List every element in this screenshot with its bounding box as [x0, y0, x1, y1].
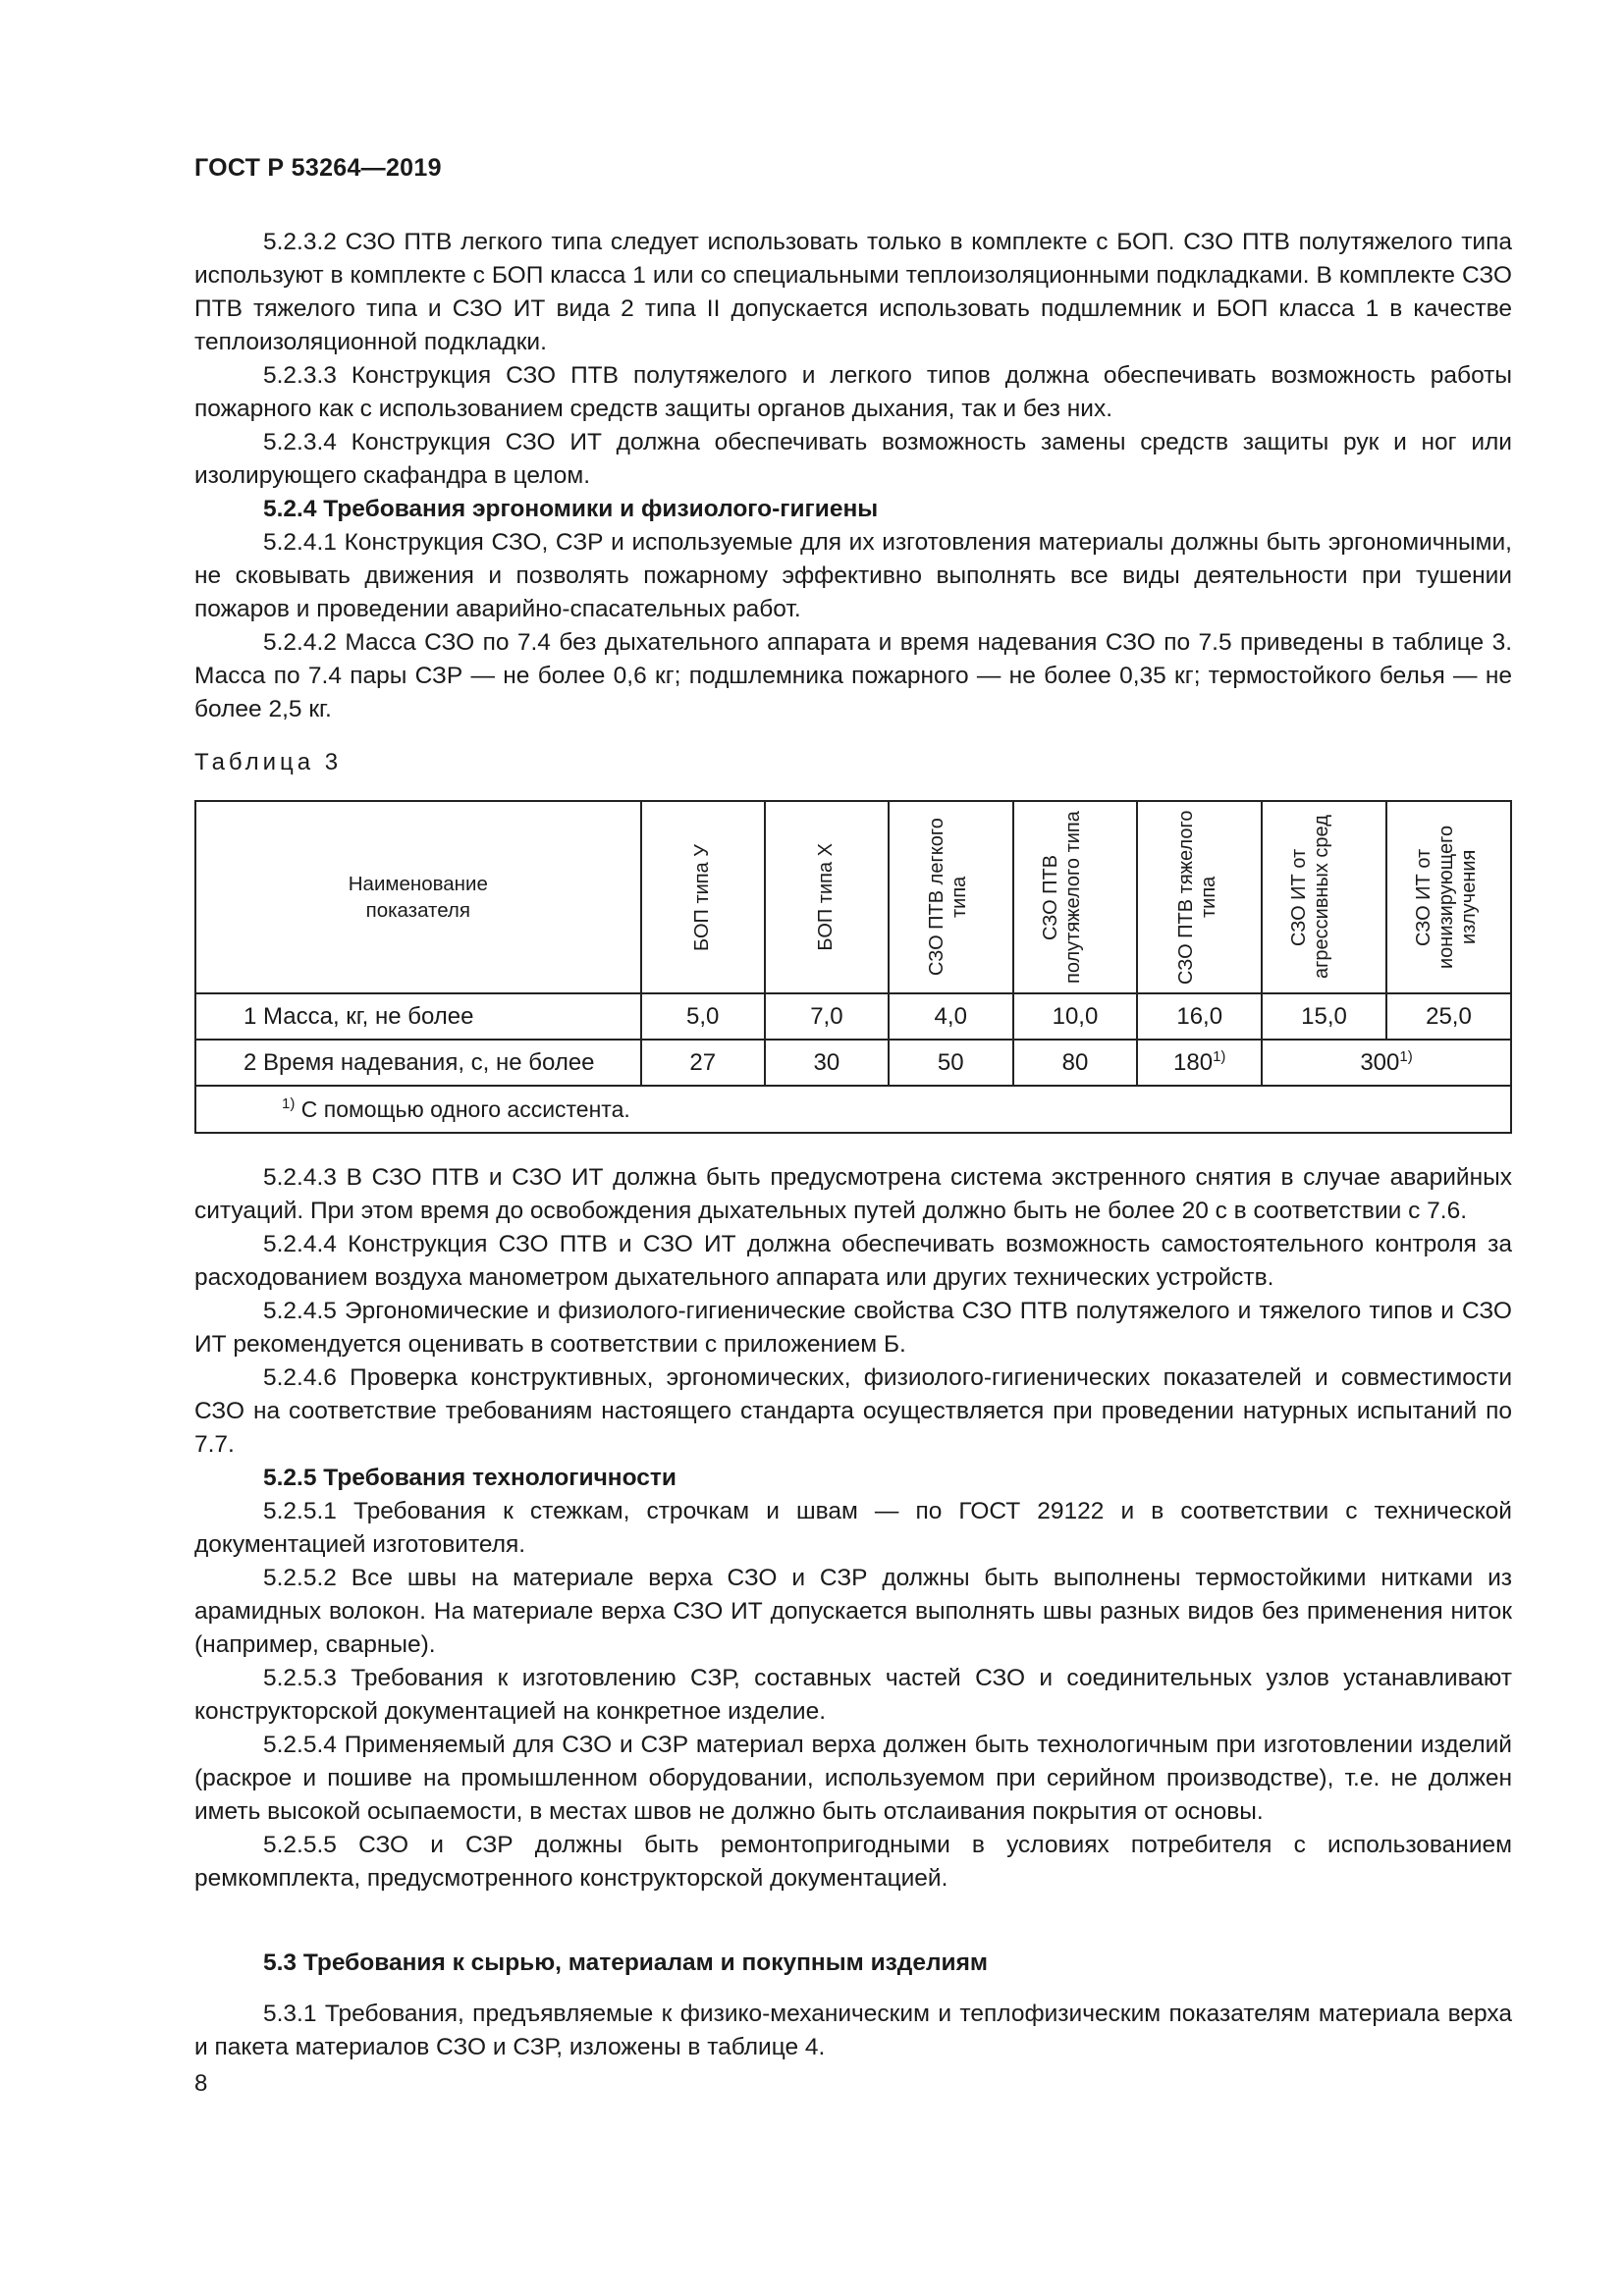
paragraph: 5.2.5.1 Требования к стежкам, строчкам и швам — по ГОСТ 29122 и в соответствии с технической документацией изготовителя.	[194, 1498, 1512, 1558]
paragraph: 5.2.5.3 Требования к изготовлению СЗР, составных частей СЗО и соединительных узлов устанавливают конструкторской документацией на конкретное изделие.	[194, 1665, 1512, 1725]
paragraph: 5.2.4.6 Проверка конструктивных, эргономических, физиолого-гигиенических показателей и совместимости СЗО на соответствие требованиям настоящего стандарта осуществляется при проведении натурных испытаний по 7.7.	[194, 1364, 1512, 1458]
footnote-ref: 1)	[1399, 1047, 1413, 1065]
table-cell: 180$^{1)}$	[1137, 1040, 1262, 1086]
table-cell: 15,0	[1262, 993, 1386, 1040]
column-header-name: Наименование показателя	[195, 801, 641, 993]
footnote-mark: 1)	[282, 1095, 296, 1112]
table-row	[195, 993, 1511, 1040]
paragraph: 5.3.1 Требования, предъявляемые к физико-механическим и теплофизическим показателям материала верха и пакета материалов СЗО и СЗР, изложены в таблице 4.	[194, 2001, 1512, 2060]
text-block-1	[194, 226, 1512, 726]
table-cell: 80	[1013, 1040, 1138, 1086]
table-cell: 4,0	[889, 993, 1013, 1040]
table-header-row	[195, 801, 1511, 993]
row-label: 2 Время надевания, с, не более	[195, 1040, 641, 1086]
paragraph: 5.2.5.4 Применяемый для СЗО и СЗР материал верха должен быть технологичным при изготовлении изделий (раскрое и пошиве на промышленном оборудовании, используемом при серийном производстве), т.е. не должен иметь высокой осыпаемости, в местах швов не должно быть отслаивания покрытия от основы.	[194, 1732, 1512, 1825]
text-block-3	[194, 1998, 1512, 2064]
paragraph: 5.2.4.2 Масса СЗО по 7.4 без дыхательного аппарата и время надевания СЗО по 7.5 приведены в таблице 3. Масса по 7.4 пары СЗР — не более 0,6 кг; подшлемника пожарного — не более 0,35 кг; термостойкого белья — не более 2,5 кг.	[194, 629, 1512, 722]
section-heading: 5.2.4 Требования эргономики и физиолого-гигиены	[263, 496, 879, 522]
column-header: СЗО ПТВ тяжелого типа	[1137, 801, 1262, 993]
column-header: БОП типа Х	[765, 801, 889, 993]
row-label: 1 Масса, кг, не более	[195, 993, 641, 1040]
page-number: 8	[194, 2070, 208, 2097]
column-header: СЗО ПТВ легкого типа	[889, 801, 1013, 993]
paragraph: 5.2.4.1 Конструкция СЗО, СЗР и используемые для их изготовления материалы должны быть эргономичными, не сковывать движения и позволять пожарному эффективно выполнять все виды деятельности при тушении пожаров и проведении аварийно-спасательных работ.	[194, 529, 1512, 622]
paragraph: 5.2.3.2 СЗО ПТВ легкого типа следует использовать только в комплекте с БОП. СЗО ПТВ полутяжелого типа используют в комплекте с БОП класса 1 или со специальными теплоизоляционными подкладками. В комплекте СЗО ПТВ тяжелого типа и СЗО ИТ вида 2 типа II допускается использовать подшлемник и БОП класса 1 в качестве теплоизоляционной подкладки.	[194, 229, 1512, 355]
table-cell: 16,0	[1137, 993, 1262, 1040]
paragraph: 5.2.4.5 Эргономические и физиолого-гигиенические свойства СЗО ПТВ полутяжелого и тяжелого типов и СЗО ИТ рекомендуется оценивать в соответствии с приложением Б.	[194, 1298, 1512, 1358]
paragraph: 5.2.4.4 Конструкция СЗО ПТВ и СЗО ИТ должна обеспечивать возможность самостоятельного контроля за расходованием воздуха манометром дыхательного аппарата или других технических устройств.	[194, 1231, 1512, 1291]
column-header: СЗО ИТ от ионизирующего излучения	[1386, 801, 1511, 993]
table-cell: 7,0	[765, 993, 889, 1040]
section-heading-5-3: 5.3 Требования к сырью, материалам и покупным изделиям	[263, 1949, 989, 1976]
paragraph: 5.2.5.2 Все швы на материале верха СЗО и СЗР должны быть выполнены термостойкими нитками из арамидных волокон. На материале верха СЗО ИТ допускается выполнять швы разных видов без применения ниток (например, сварные).	[194, 1565, 1512, 1658]
table-footnote-row	[195, 1086, 1511, 1133]
table-cell: 50	[889, 1040, 1013, 1086]
table-cell: 30	[765, 1040, 889, 1086]
paragraph: 5.2.5.5 СЗО и СЗР должны быть ремонтопригодными в условиях потребителя с использованием ремкомплекта, предусмотренного конструкторской документацией.	[194, 1832, 1512, 1892]
table-footnote: $^{1)}$ С помощью одного ассистента.	[195, 1086, 1511, 1133]
table-cell: 27	[641, 1040, 765, 1086]
document-header: ГОСТ Р 53264—2019	[194, 154, 442, 182]
table-cell: 25,0	[1386, 993, 1511, 1040]
column-header: СЗО ИТ от агрессивных сред	[1262, 801, 1386, 993]
paragraph: 5.2.3.3 Конструкция СЗО ПТВ полутяжелого и легкого типов должна обеспечивать возможность работы пожарного как с использованием средств защиты органов дыхания, так и без них.	[194, 362, 1512, 422]
table-row	[195, 1040, 1511, 1086]
table-caption: Таблица 3	[194, 749, 343, 775]
section-heading: 5.2.5 Требования технологичности	[263, 1465, 677, 1491]
footnote-ref: 1)	[1213, 1047, 1226, 1065]
text-block-2	[194, 1161, 1512, 1896]
table-3	[194, 800, 1512, 1134]
paragraph: 5.2.3.4 Конструкция СЗО ИТ должна обеспечивать возможность замены средств защиты рук и ног или изолирующего скафандра в целом.	[194, 429, 1512, 489]
table-cell: 5,0	[641, 993, 765, 1040]
paragraph: 5.2.4.3 В СЗО ПТВ и СЗО ИТ должна быть предусмотрена система экстренного снятия в случае аварийных ситуаций. При этом время до освобождения дыхательных путей должно быть не более 20 с в соответствии с 7.6.	[194, 1164, 1512, 1224]
table-cell-merged: 300$^{1)}$	[1262, 1040, 1511, 1086]
column-header: СЗО ПТВ полутяжелого типа	[1013, 801, 1138, 993]
table-cell: 10,0	[1013, 993, 1138, 1040]
column-header: БОП типа У	[641, 801, 765, 993]
